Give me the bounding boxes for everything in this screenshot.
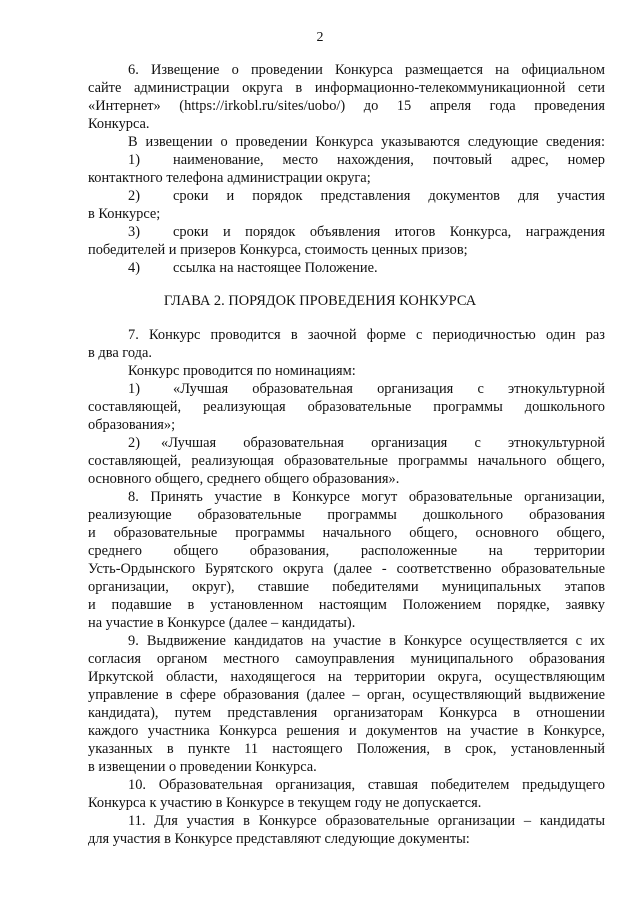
p10-line-2: Конкурса к участию в Конкурсе в текущем году не допускается. xyxy=(88,795,482,811)
p6-line-1: 6. Извещение о проведении Конкурса размещается на официальном xyxy=(128,62,605,78)
p7-line-1: 7. Конкурс проводится в заочной форме с периодичностью один раз xyxy=(128,327,605,343)
list-text: сроки и порядок объявления итогов Конкурса, награждения xyxy=(173,224,605,240)
p11-line-2: для участия в Конкурсе представляют следующие документы: xyxy=(88,831,470,847)
nomination-2-cont: составляющей, реализующая образовательные программы начального общего, xyxy=(88,453,605,469)
list-number: 1) xyxy=(128,152,140,168)
list-text: «Лучшая образовательная организация с этнокультурной xyxy=(173,381,605,397)
list-item-4 xyxy=(128,259,605,277)
list-item-3 xyxy=(128,223,605,241)
p8-line-6: организации, округ), ставшие победителями муниципальных этапов xyxy=(88,579,605,595)
p6-line-3: «Интернет» (https://irkobl.ru/sites/uobo/) до 15 апреля года проведения xyxy=(88,98,605,114)
nomination-1 xyxy=(128,380,605,398)
list-number: 3) xyxy=(128,224,140,240)
p9-line-4: управление в сфере образования (далее – орган, осуществляющий выдвижение xyxy=(88,687,605,703)
list-item-1 xyxy=(128,151,605,169)
list-text: сроки и порядок представления документов для участия xyxy=(173,188,605,204)
p8-line-8: на участие в Конкурсе (далее – кандидаты). xyxy=(88,615,356,631)
p8-line-3: и образовательные программы начального общего, основного общего, xyxy=(88,525,605,541)
p7-line-3: Конкурс проводится по номинациям: xyxy=(128,363,356,379)
p8-line-2: реализующие образовательные программы дошкольного образования xyxy=(88,507,605,523)
nomination-1-cont-2: образования»; xyxy=(88,417,176,433)
list-text: «Лучшая образовательная организация с этнокультурной xyxy=(161,435,605,451)
nomination-1-cont: составляющей, реализующая образовательные программы дошкольного xyxy=(88,399,605,415)
list-number: 4) xyxy=(128,260,140,276)
p9-line-2: согласия органом местного самоуправления муниципального образования xyxy=(88,651,605,667)
p11-line-1: 11. Для участия в Конкурсе образовательные организации – кандидаты xyxy=(128,813,605,829)
p8-line-7: и подавшие в установленном настоящим Положением порядке, заявку xyxy=(88,597,605,613)
p6-line-5: В извещении о проведении Конкурса указываются следующие сведения: xyxy=(128,134,605,150)
p10-line-1: 10. Образовательная организация, ставшая победителем предыдущего xyxy=(128,777,605,793)
p9-line-3: Иркутской области, находящегося на территории округа, осуществляющим xyxy=(88,669,605,685)
list-number: 2) xyxy=(128,435,140,451)
p9-line-5: кандидата), путем представления организаторам Конкурса в отношении xyxy=(88,705,605,721)
p9-line-7: указанных в пункте 11 настоящего Положения, в срок, установленный xyxy=(88,741,605,757)
list-text: наименование, место нахождения, почтовый адрес, номер xyxy=(173,152,605,168)
p9-line-1: 9. Выдвижение кандидатов на участие в Конкурсе осуществляется с их xyxy=(128,633,605,649)
list-item-2-cont: в Конкурсе; xyxy=(88,206,161,222)
p6-line-4: Конкурса. xyxy=(88,116,150,132)
list-text: ссылка на настоящее Положение. xyxy=(173,260,378,276)
page-number: 2 xyxy=(316,30,324,45)
list-item-2 xyxy=(128,187,605,205)
p6-line-2: сайте администрации округа в информационно-телекоммуникационной сети xyxy=(88,80,605,96)
p9-line-6: каждого участника Конкурса решения и документов на участие в Конкурсе, xyxy=(88,723,605,739)
p9-line-8: в извещении о проведении Конкурса. xyxy=(88,759,317,775)
p8-line-1: 8. Принять участие в Конкурсе могут образовательные организации, xyxy=(128,489,605,505)
list-item-1-cont: контактного телефона администрации округа; xyxy=(88,170,371,186)
p8-line-4: среднего общего образования, расположенные на территории xyxy=(88,543,605,559)
list-number: 2) xyxy=(128,188,140,204)
p8-line-5: Усть-Ордынского Бурятского округа (далее - соответственно образовательные xyxy=(88,561,605,577)
chapter-title: ГЛАВА 2. ПОРЯДОК ПРОВЕДЕНИЯ КОНКУРСА xyxy=(163,293,477,309)
list-item-3-cont: победителей и призеров Конкурса, стоимость ценных призов; xyxy=(88,242,468,258)
p7-line-2: в два года. xyxy=(88,345,152,361)
list-number: 1) xyxy=(128,381,140,397)
nomination-2 xyxy=(128,434,605,452)
nomination-2-cont-2: основного общего, среднего общего образования». xyxy=(88,471,400,487)
